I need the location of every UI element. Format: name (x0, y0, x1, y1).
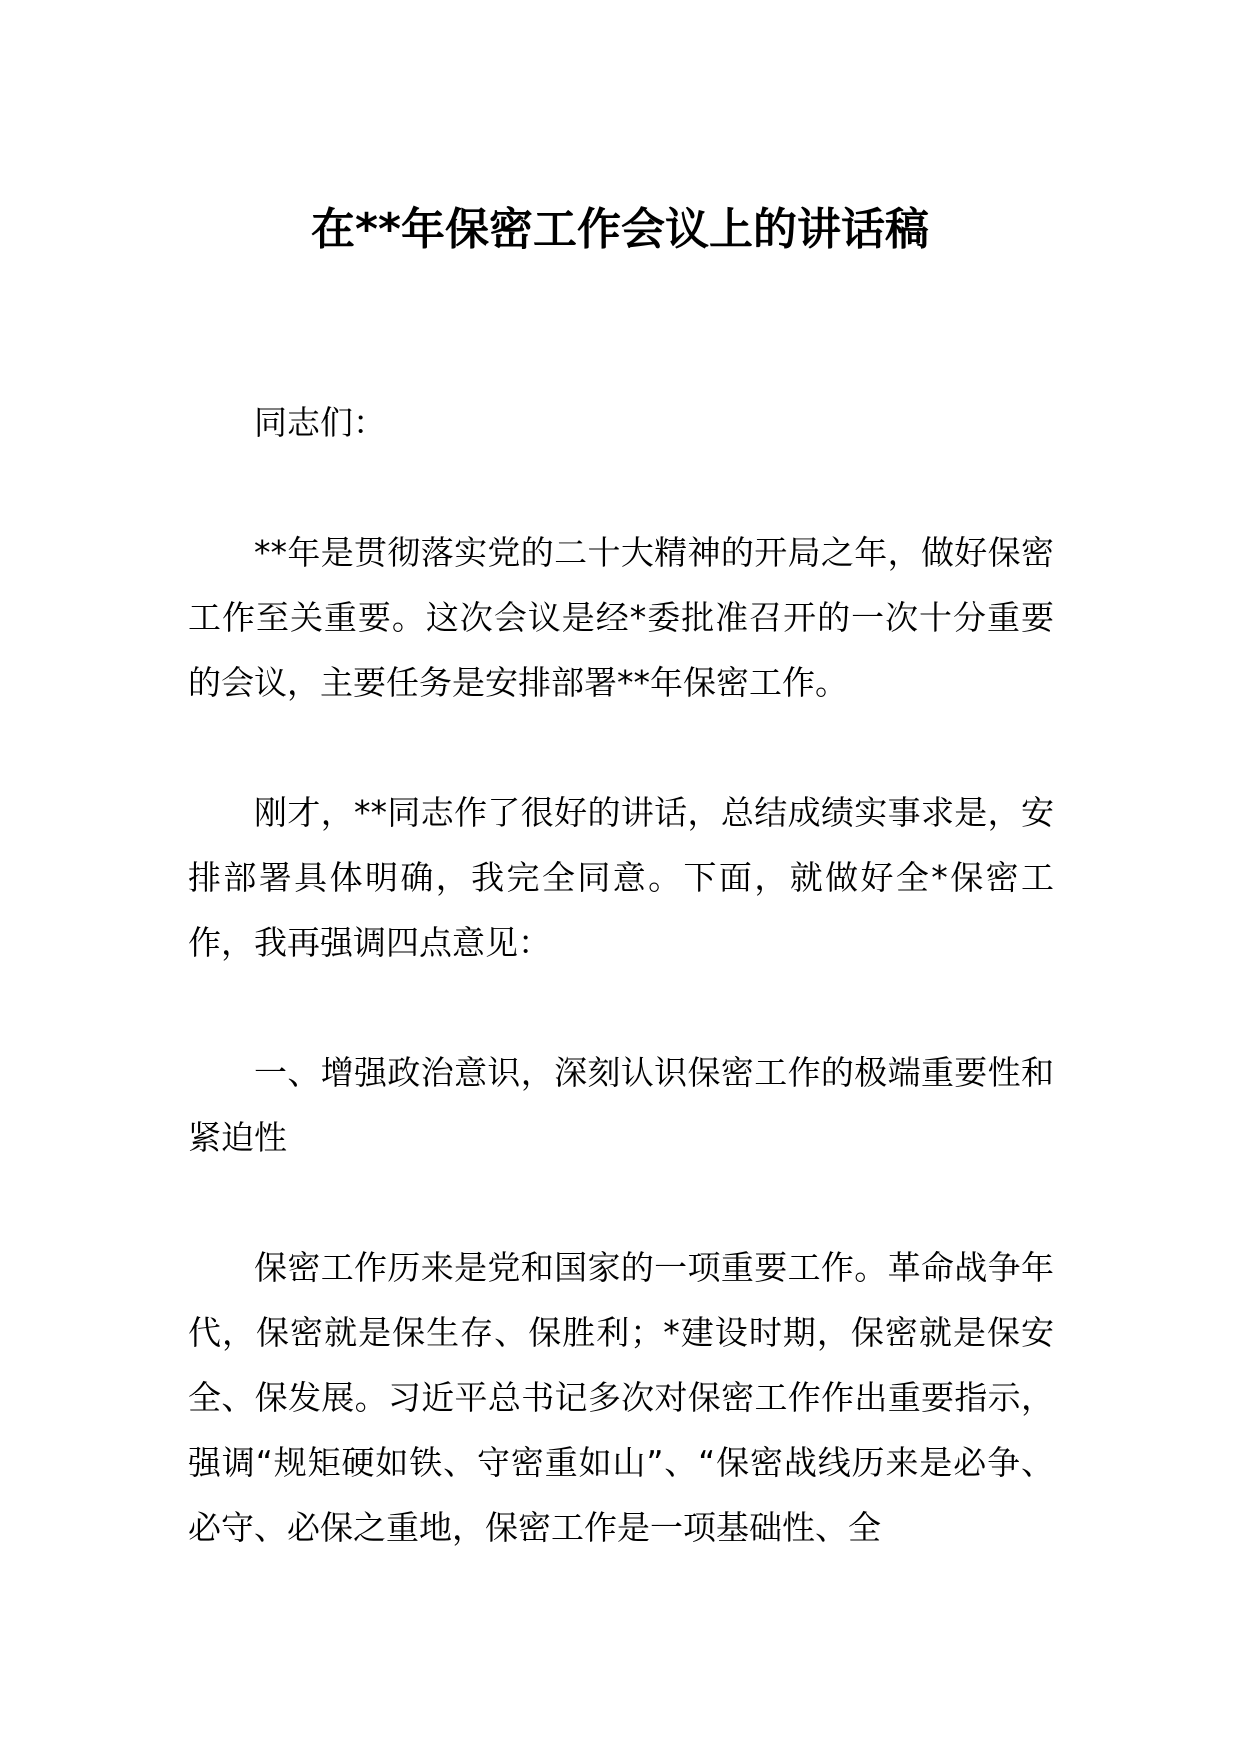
paragraph-agreement: 刚才，**同志作了很好的讲话，总结成绩实事求是，安排部署具体明确，我完全同意。下面，就做好全*保密工作，我再强调四点意见： (188, 793, 1054, 962)
paragraph-intro: **年是贯彻落实党的二十大精神的开局之年，做好保密工作至关重要。这次会议是经*委批准召开的一次十分重要的会议，主要任务是安排部署**年保密工作。 (188, 533, 1054, 702)
section-heading-1: 一、增强政治意识，深刻认识保密工作的极端重要性和紧迫性 (188, 1053, 1054, 1157)
document-body (188, 390, 1054, 1560)
document-title: 在**年保密工作会议上的讲话稿 (310, 204, 930, 255)
paragraph-greeting: 同志们： (254, 403, 386, 442)
paragraph-section-1: 保密工作历来是党和国家的一项重要工作。革命战争年代，保密就是保生存、保胜利；*建设时期，保密就是保安全、保发展。习近平总书记多次对保密工作作出重要指示，强调“规矩硬如铁、守密重如山”、“保密战线历来是必争、必守、必保之重地，保密工作是一项基础性、全 (188, 1248, 1054, 1547)
